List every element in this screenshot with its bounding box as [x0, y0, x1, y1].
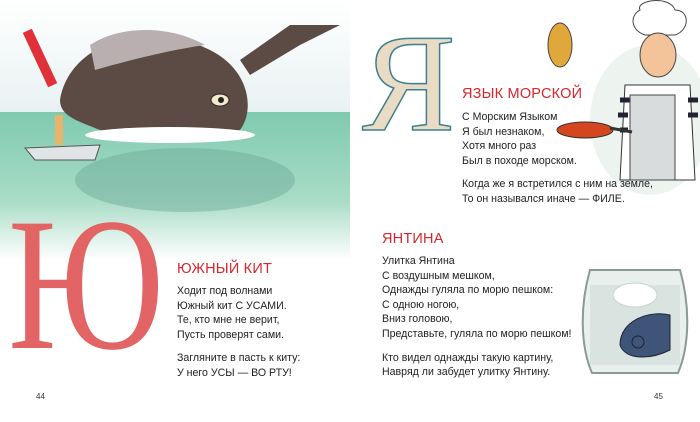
verse-line: С Морским Языком	[462, 111, 558, 123]
verse-line: Навряд ли забудет улитку Янтину.	[382, 366, 551, 379]
yantina-poem	[382, 254, 572, 380]
sea-tongue-poem	[462, 110, 653, 207]
drop-cap-ya: Я	[362, 6, 456, 161]
verse-line: Я был незнаком,	[462, 125, 545, 138]
verse-line: То он назывался иначе — ФИЛЕ.	[462, 192, 625, 205]
verse-line: Улитка Янтина	[382, 255, 455, 267]
verse-line: Когда же я встретился с ним на земле,	[462, 178, 653, 191]
verse-line: Был в походе морском.	[462, 154, 577, 167]
verse-line: Те, кто мне не верит,	[177, 314, 280, 327]
verse-line: С одною ногою,	[382, 298, 460, 311]
verse-line: Вниз головою,	[382, 313, 453, 326]
snail-jar-illustration	[580, 265, 690, 380]
whale-poem-title: ЮЖНЫЙ КИТ	[177, 261, 273, 277]
verse-line: Кто видел однажды такую картину,	[382, 351, 554, 364]
verse-line: Ходит под волнами	[177, 285, 273, 297]
verse-line: Хотя много раз	[462, 140, 537, 153]
verse-line: Загляните в пасть к киту:	[177, 352, 301, 365]
verse-line: Представьте, гуляла по морю пешком!	[382, 327, 572, 340]
verse-line: Однажды гуляла по морю пешком:	[382, 284, 554, 297]
verse-line: У него УСЫ — ВО РТУ!	[177, 366, 292, 379]
yantina-poem-title: ЯНТИНА	[382, 231, 444, 247]
page-number-left: 44	[36, 392, 45, 401]
verse-line: С воздушным мешком,	[382, 269, 495, 282]
verse-line: Южный кит С УСАМИ.	[177, 299, 287, 312]
page-number-right: 45	[654, 392, 663, 401]
whale-poem	[177, 284, 300, 381]
verse-line: Пусть проверят сами.	[177, 328, 284, 341]
sea-tongue-poem-title: ЯЗЫК МОРСКОЙ	[462, 86, 583, 102]
drop-cap-yu: Ю	[8, 180, 165, 390]
